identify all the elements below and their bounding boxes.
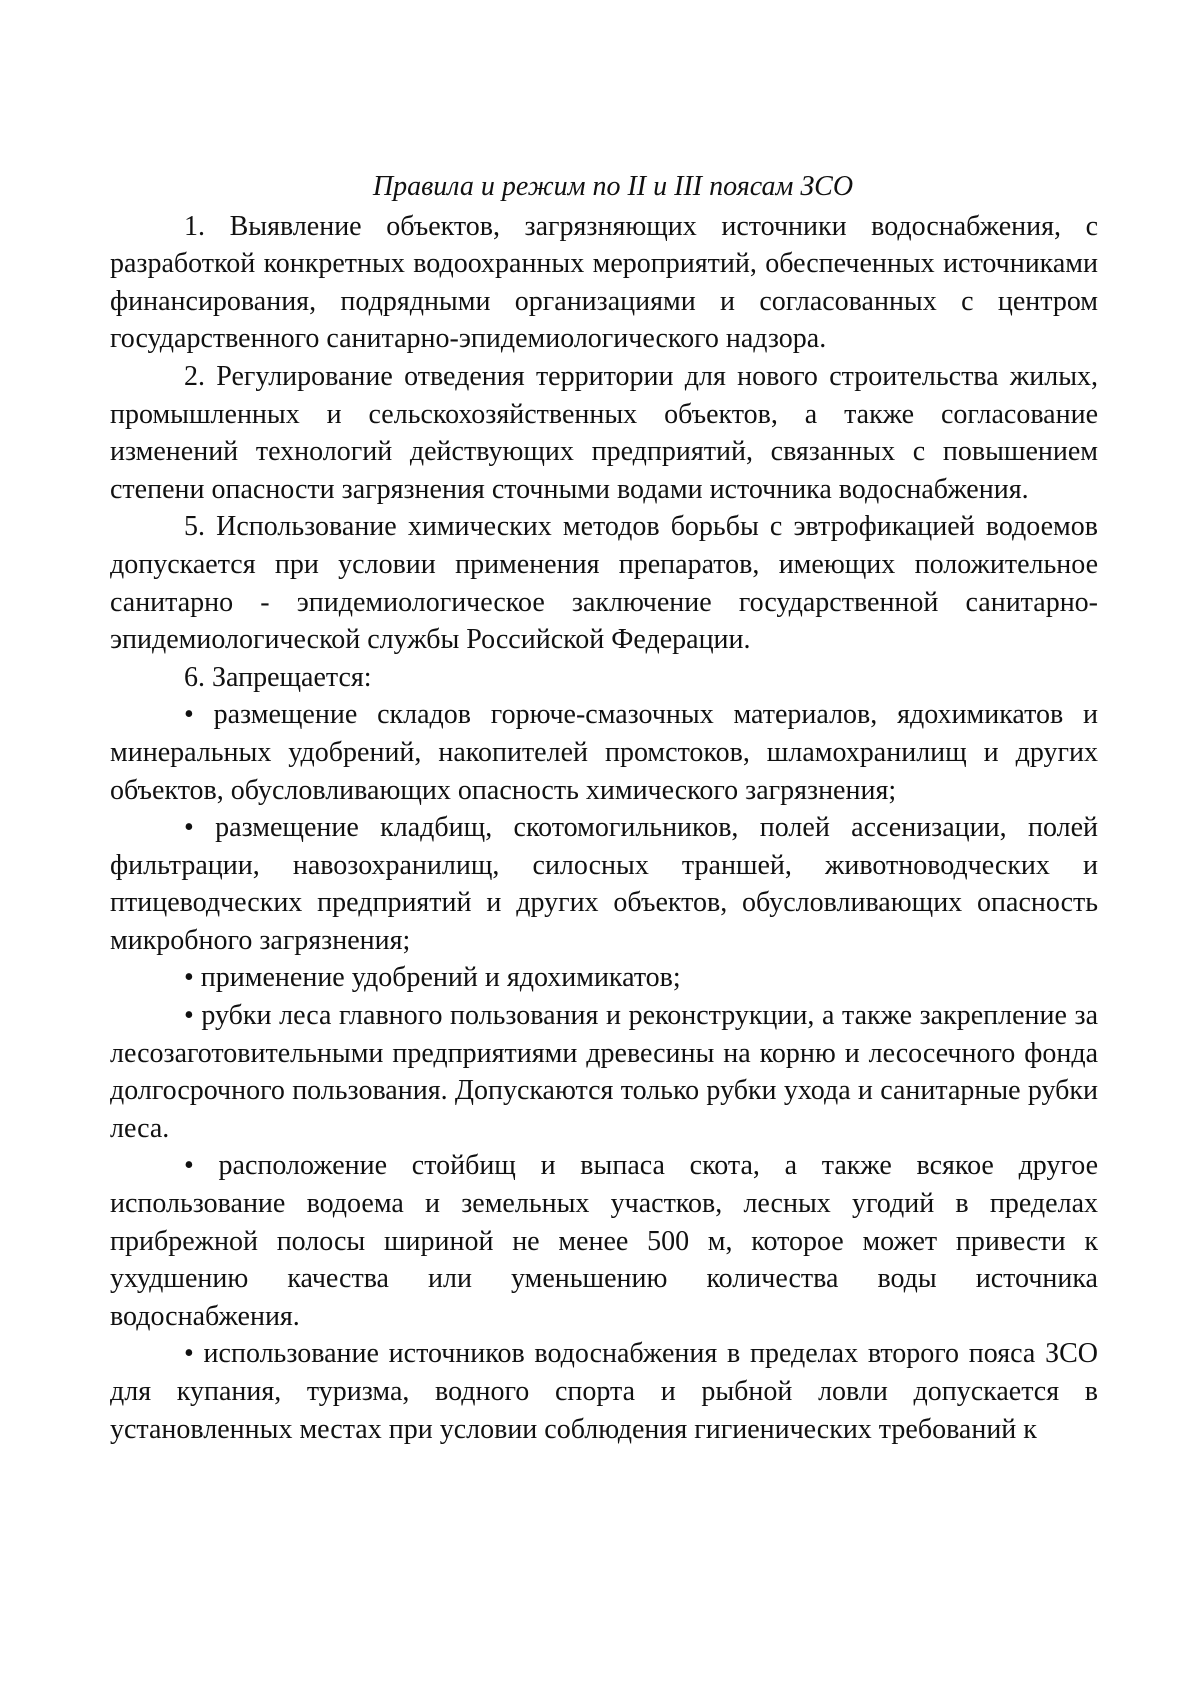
bullet-recreation-use: • использование источников водоснабжения в пределах второго пояса ЗСО для купания, туризма, водного спорта и рыбной ловли допускается в установленных местах при условии соблюдения гигиенических требований к: [110, 1338, 1098, 1445]
bullet-grazing: • расположение стойбищ и выпаса скота, а также всякое другое использование водоема и земельных участков, лесных угодий в пределах прибрежной полосы шириной не менее 500 м, которое может привести к ухудшению качества или уменьшению количества воды источника водоснабжения.: [110, 1150, 1098, 1332]
document-page: [110, 168, 1098, 1448]
bullet-logging: • рубки леса главного пользования и реконструкции, а также закрепление за лесозаготовительными предприятиями древесины на корню и лесосечного фонда долгосрочного пользования. Допускаются только рубки ухода и санитарные рубки леса.: [110, 1000, 1098, 1144]
bullet-fertilizers: • применение удобрений и ядохимикатов;: [184, 962, 681, 994]
bullet-cemeteries-livestock: • размещение кладбищ, скотомогильников, полей ассенизации, полей фильтрации, навозохранилищ, силосных траншей, животноводческих и птицеводческих предприятий и других объектов, обусловливающих опасность микробного загрязнения;: [110, 812, 1098, 956]
paragraph-2-territory-regulation: 2. Регулирование отведения территории для нового строительства жилых, промышленных и сельскохозяйственных объектов, а также согласование изменений технологий действующих предприятий, связанных с повышением степени опасности загрязнения сточными водами источника водоснабжения.: [110, 360, 1098, 505]
paragraph-6-prohibited: 6. Запрещается:: [184, 661, 372, 693]
document-title: Правила и режим по II и III поясам ЗСО: [372, 171, 854, 202]
paragraph-1-identification: 1. Выявление объектов, загрязняющих источники водоснабжения, с разработкой конкретных водоохранных мероприятий, обеспеченных источниками финансирования, подрядными организациями и согласованных с центром государственного санитарно-эпидемиологического надзора.: [110, 210, 1098, 355]
bullet-chemical-storage: • размещение складов горюче-смазочных материалов, ядохимикатов и минеральных удобрений, накопителей промстоков, шламохранилищ и других объектов, обусловливающих опасность химического загрязнения;: [110, 699, 1098, 806]
paragraph-5-chemical-methods: 5. Использование химических методов борьбы с эвтрофикацией водоемов допускается при условии применения препаратов, имеющих положительное санитарно - эпидемиологическое заключение государственной санитарно-эпидемиологической службы Российской Федерации.: [110, 511, 1098, 656]
